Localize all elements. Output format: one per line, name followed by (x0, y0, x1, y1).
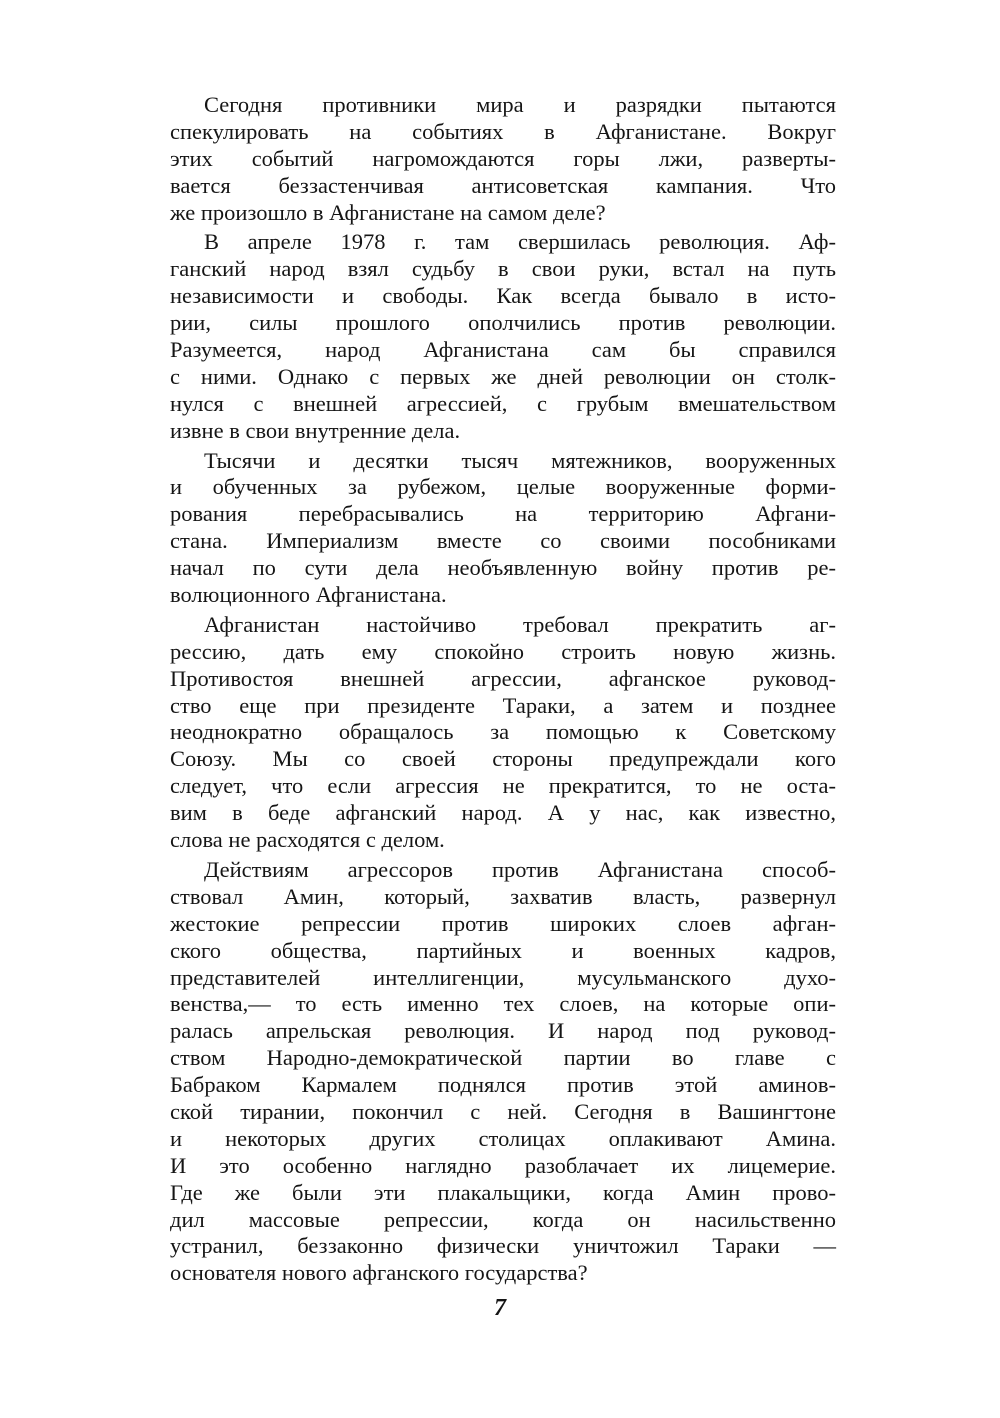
text-line: устранил, беззаконно физически уничтожил Тараки — (170, 1233, 836, 1259)
text-line: рессию, дать ему спокойно строить новую жизнь. (170, 638, 836, 664)
text-line: спекулировать на событиях в Афганистане. Вокруг (170, 118, 836, 144)
text-line: извне в свои внутренние дела. (170, 417, 461, 443)
paragraph (170, 92, 836, 226)
text-line: ством Народно-демократической партии во главе с (170, 1045, 836, 1071)
text-line: представителей интеллигенции, мусульманского духо- (170, 964, 836, 990)
text-line: И это особенно наглядно разоблачает их лицемерие. (170, 1152, 836, 1178)
text-line: рования перебрасывались на территорию Афгани- (170, 501, 836, 527)
text-line: следует, что если агрессия не прекратится, то не оста- (170, 773, 836, 799)
text-line: волюционного Афганистана. (170, 582, 447, 608)
text-line: В апреле 1978 г. там свершилась революция. Аф- (204, 229, 836, 255)
text-line: Противостоя внешней агрессии, афганское руковод- (170, 665, 836, 691)
text-line: основателя нового афганского государства? (170, 1260, 588, 1286)
text-line: же произошло в Афганистане на самом деле? (170, 199, 606, 225)
paragraph (170, 448, 836, 609)
text-line: дил массовые репрессии, когда он насильственно (170, 1206, 836, 1232)
text-line: Где же были эти плакальщики, когда Амин прово- (170, 1179, 836, 1205)
text-line: Действиям агрессоров против Афганистана способ- (204, 856, 836, 882)
text-line: ского общества, партийных и военных кадров, (170, 937, 836, 963)
text-line: начал по сути дела необъявленную войну против ре- (170, 555, 836, 581)
text-line: жестокие репрессии против широких слоев афган- (170, 910, 836, 936)
text-line: рии, силы прошлого ополчились против революции. (170, 310, 836, 336)
text-line: и некоторых других столицах оплакивают Амина. (170, 1125, 836, 1151)
text-line: и обученных за рубежом, целые вооруженные форми- (170, 474, 836, 500)
text-line: неоднократно обращалось за помощью к Советскому (170, 719, 836, 745)
text-line: вим в беде афганский народ. А у нас, как известно, (170, 800, 836, 826)
text-line: этих событий нагромождаются горы лжи, разверты- (170, 145, 836, 171)
text-line: ралась апрельская революция. И народ под руковод- (170, 1018, 836, 1044)
paragraph (170, 229, 836, 444)
text-line: Союзу. Мы со своей стороны предупреждали кого (170, 746, 836, 772)
text-line: вается беззастенчивая антисоветская кампания. Что (170, 172, 836, 198)
paragraph (170, 857, 836, 1287)
text-line: Тысячи и десятки тысяч мятежников, вооруженных (204, 447, 836, 473)
text-line: Афганистан настойчиво требовал прекратить аг- (204, 611, 836, 637)
text-line: Бабраком Кармалем поднялся против этой аминов- (170, 1072, 836, 1098)
paragraph (170, 612, 836, 854)
text-line: нулся с внешней агрессией, с грубым вмешательством (170, 390, 836, 416)
text-line: с ними. Однако с первых же дней революции он столк- (170, 363, 836, 389)
page-number: 7 (494, 1295, 506, 1321)
text-line: Сегодня противники мира и разрядки пытаются (204, 92, 836, 117)
text-line: ство еще при президенте Тараки, а затем и позднее (170, 692, 836, 718)
text-line: стана. Империализм вместе со своими пособниками (170, 528, 836, 554)
text-line: ганский народ взял судьбу в свои руки, встал на путь (170, 256, 836, 282)
text-line: Разумеется, народ Афганистана сам бы справился (170, 337, 836, 363)
text-line: ствовал Амин, который, захватив власть, развернул (170, 883, 836, 909)
text-line: венства,— то есть именно тех слоев, на которые опи- (170, 991, 836, 1017)
text-line: независимости и свободы. Как всегда бывало в исто- (170, 283, 836, 309)
text-line: слова не расходятся с делом. (170, 827, 445, 853)
text-line: ской тирании, покончил с ней. Сегодня в Вашингтоне (170, 1098, 836, 1124)
page-text (170, 92, 836, 1287)
